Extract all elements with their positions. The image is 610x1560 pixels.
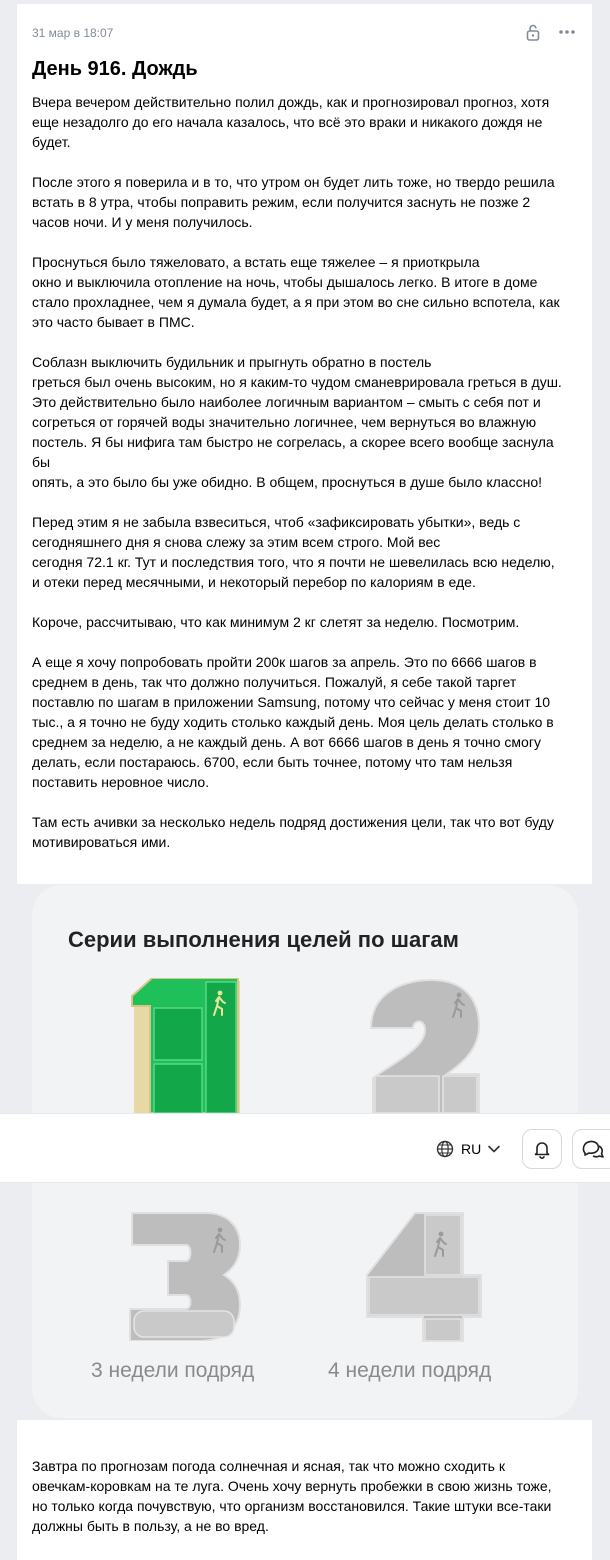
post-paragraph	[32, 612, 580, 632]
notifications-button[interactable]	[522, 1129, 562, 1169]
post-paragraph	[32, 812, 580, 852]
post-card	[17, 4, 592, 884]
label-4-weeks: 4 недели подряд	[328, 1359, 492, 1382]
post-line: сегодня 72.1 кг. Тут и последствия того, что я почти не шевелилась всю неделю,	[32, 554, 555, 570]
post-line: Проснуться было тяжеловато, а встать еще тяжелее – я приоткрыла	[32, 254, 480, 270]
post-line: А еще я хочу попробовать пройти 200к шагов за апрель. Это по 6666 шагов в	[32, 654, 537, 670]
post-text	[32, 92, 580, 872]
post-paragraph	[32, 512, 580, 592]
post-paragraph	[32, 652, 580, 792]
post-line: поставить неровное число.	[32, 774, 210, 790]
badge-week-1	[130, 978, 242, 1113]
post-paragraph	[32, 252, 580, 332]
post-paragraph	[32, 172, 580, 232]
bell-icon	[532, 1139, 552, 1159]
post-photo[interactable]	[32, 885, 578, 1113]
chevron-down-icon	[487, 1142, 501, 1156]
post-line: согреться от горячей воды значительно логичнее, чем вернуться во влажную	[32, 414, 537, 430]
badge-week-2	[365, 978, 485, 1113]
post2-line: овечкам-коровкам на те луга. Очень хочу вернуть пробежки в свою жизнь тоже,	[32, 1478, 552, 1494]
post-line: Это действительно было наиболее логичным вариантом – смыть с себя пот и	[32, 394, 541, 410]
photo-title: Серии выполнения целей по шагам	[68, 927, 459, 952]
post-line: Там есть ачивки за несколько недель подряд достижения цели, так что вот буду	[32, 814, 554, 830]
post-line: греться был очень высоким, но я каким-то чудом сманеврировала греться в душ.	[32, 374, 562, 390]
post-line: После этого я поверила и в то, что утром он будет лить тоже, но твердо решила	[32, 174, 555, 190]
post-line: Перед этим я не забыла взвеситься, чтоб «зафиксировать убытки», ведь с	[32, 514, 521, 530]
post-photo-continued[interactable]	[32, 1183, 578, 1418]
badge-week-4	[365, 1211, 483, 1343]
post-paragraph	[32, 352, 580, 492]
language-selector[interactable]	[436, 1138, 501, 1160]
post2-text	[32, 1456, 580, 1536]
post-line: сегодняшнего дня я снова слежу за этим всем строго. Мой вес	[32, 534, 441, 550]
post-line: поставлю по шагам в приложении Samsung, потому что сейчас у меня стоит 10	[32, 694, 551, 710]
post-line: Вчера вечером действительно полил дождь, как и прогнозировал прогноз, хотя	[32, 94, 550, 110]
post-line: Короче, рассчитываю, что как минимум 2 кг слетят за неделю. Посмотрим.	[32, 614, 520, 630]
post-card-2	[17, 1420, 592, 1560]
post-line: окно и выключила отопление на ночь, чтобы дышалось легко. В итоге в доме	[32, 274, 538, 290]
post-line: это часто бывает в ПМС.	[32, 314, 195, 330]
more-horizontal-icon[interactable]	[557, 22, 577, 42]
post-meta	[32, 24, 577, 42]
post-line: тыс., а я точно не буду ходить столько каждый день. Моя цель делать столько в	[32, 714, 554, 730]
post2-line: Завтра по прогнозам погода солнечная и ясная, так что можно сходить к	[32, 1458, 505, 1474]
post-line: среднем за неделю, а не каждый день. А вот 6666 шагов в день я точно смогу	[32, 734, 541, 750]
post-line: и отеки перед месячными, и некоторый перебор по калориям в еде.	[32, 574, 476, 590]
post-paragraph	[32, 92, 580, 152]
post2-line: но только когда почувствую, что организм восстановился. Такие штуки все-таки	[32, 1498, 552, 1514]
post-title: День 916. Дождь	[32, 58, 198, 80]
post-line: часов ночи. И у меня получилось.	[32, 214, 253, 230]
post-date[interactable]: 31 мар в 18:07	[32, 26, 114, 40]
language-label: RU	[461, 1141, 482, 1157]
post-line: Соблазн выключить будильник и прыгнуть обратно в постель	[32, 354, 432, 370]
badge-week-3	[128, 1211, 242, 1341]
lock-open-icon[interactable]	[523, 22, 543, 42]
post-line: бы	[32, 454, 51, 470]
globe-icon	[436, 1140, 454, 1158]
label-3-weeks: 3 недели подряд	[91, 1359, 255, 1382]
post-line: делать, если постараюсь. 6700, если быть точнее, потому что там нельзя	[32, 754, 513, 770]
post-line: среднем в день, так что должно получиться. Пожалуй, я себе такой таргет	[32, 674, 517, 690]
post-line: мотивироваться ими.	[32, 834, 171, 850]
post-line: будет.	[32, 134, 71, 150]
post2-line: должны быть в пользу, а не во вред.	[32, 1518, 269, 1534]
post-line: еще незадолго до его начала казалось, что всё это враки и никакого дождя не	[32, 114, 543, 130]
header-bar	[0, 1113, 610, 1183]
post-line: опять, а это было бы уже обидно. В общем, проснуться в душе было классно!	[32, 474, 542, 490]
post-line: встать в 8 утра, чтобы поправить режим, если получится заснуть не позже 2	[32, 194, 531, 210]
post-line: постель. Я бы нифига там быстро не согрелась, а скорее всего вообще заснула	[32, 434, 554, 450]
messages-button[interactable]	[572, 1129, 610, 1169]
chat-bubbles-icon	[582, 1138, 606, 1160]
post-line: стало прохладнее, чем я думала будет, а я при этом во сне сильно вспотела, как	[32, 294, 560, 310]
